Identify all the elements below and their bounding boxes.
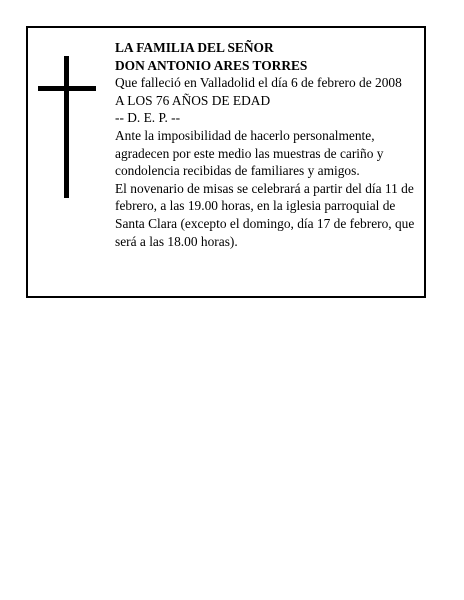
- deceased-name: DON ANTONIO ARES TORRES: [115, 57, 308, 73]
- notice-text: [115, 39, 421, 250]
- death-info: Que falleció en Valladolid el día 6 de febrero de 2008: [115, 75, 402, 91]
- rip-line: -- D. E. P. --: [115, 110, 181, 126]
- family-heading: LA FAMILIA DEL SEÑOR: [115, 40, 274, 55]
- age-line: A LOS 76 AÑOS DE EDAD: [115, 92, 271, 108]
- cross-horizontal-bar: [38, 86, 96, 91]
- cross-vertical-bar: [64, 56, 69, 198]
- novena-paragraph: El novenario de misas se celebrará a partir del día 11 de febrero, a las 19.00 horas, en la iglesia parroquial de Santa Clara (excepto el domingo, día 17 de febrero, que será a las 18.00 horas).: [115, 180, 415, 249]
- gratitude-paragraph: Ante la imposibilidad de hacerlo personalmente, agradecen por este medio las muestras de cariño y condolencia recibidas de familiares y amigos.: [115, 127, 384, 179]
- cross-icon: [38, 56, 96, 198]
- obituary-notice: [26, 26, 426, 298]
